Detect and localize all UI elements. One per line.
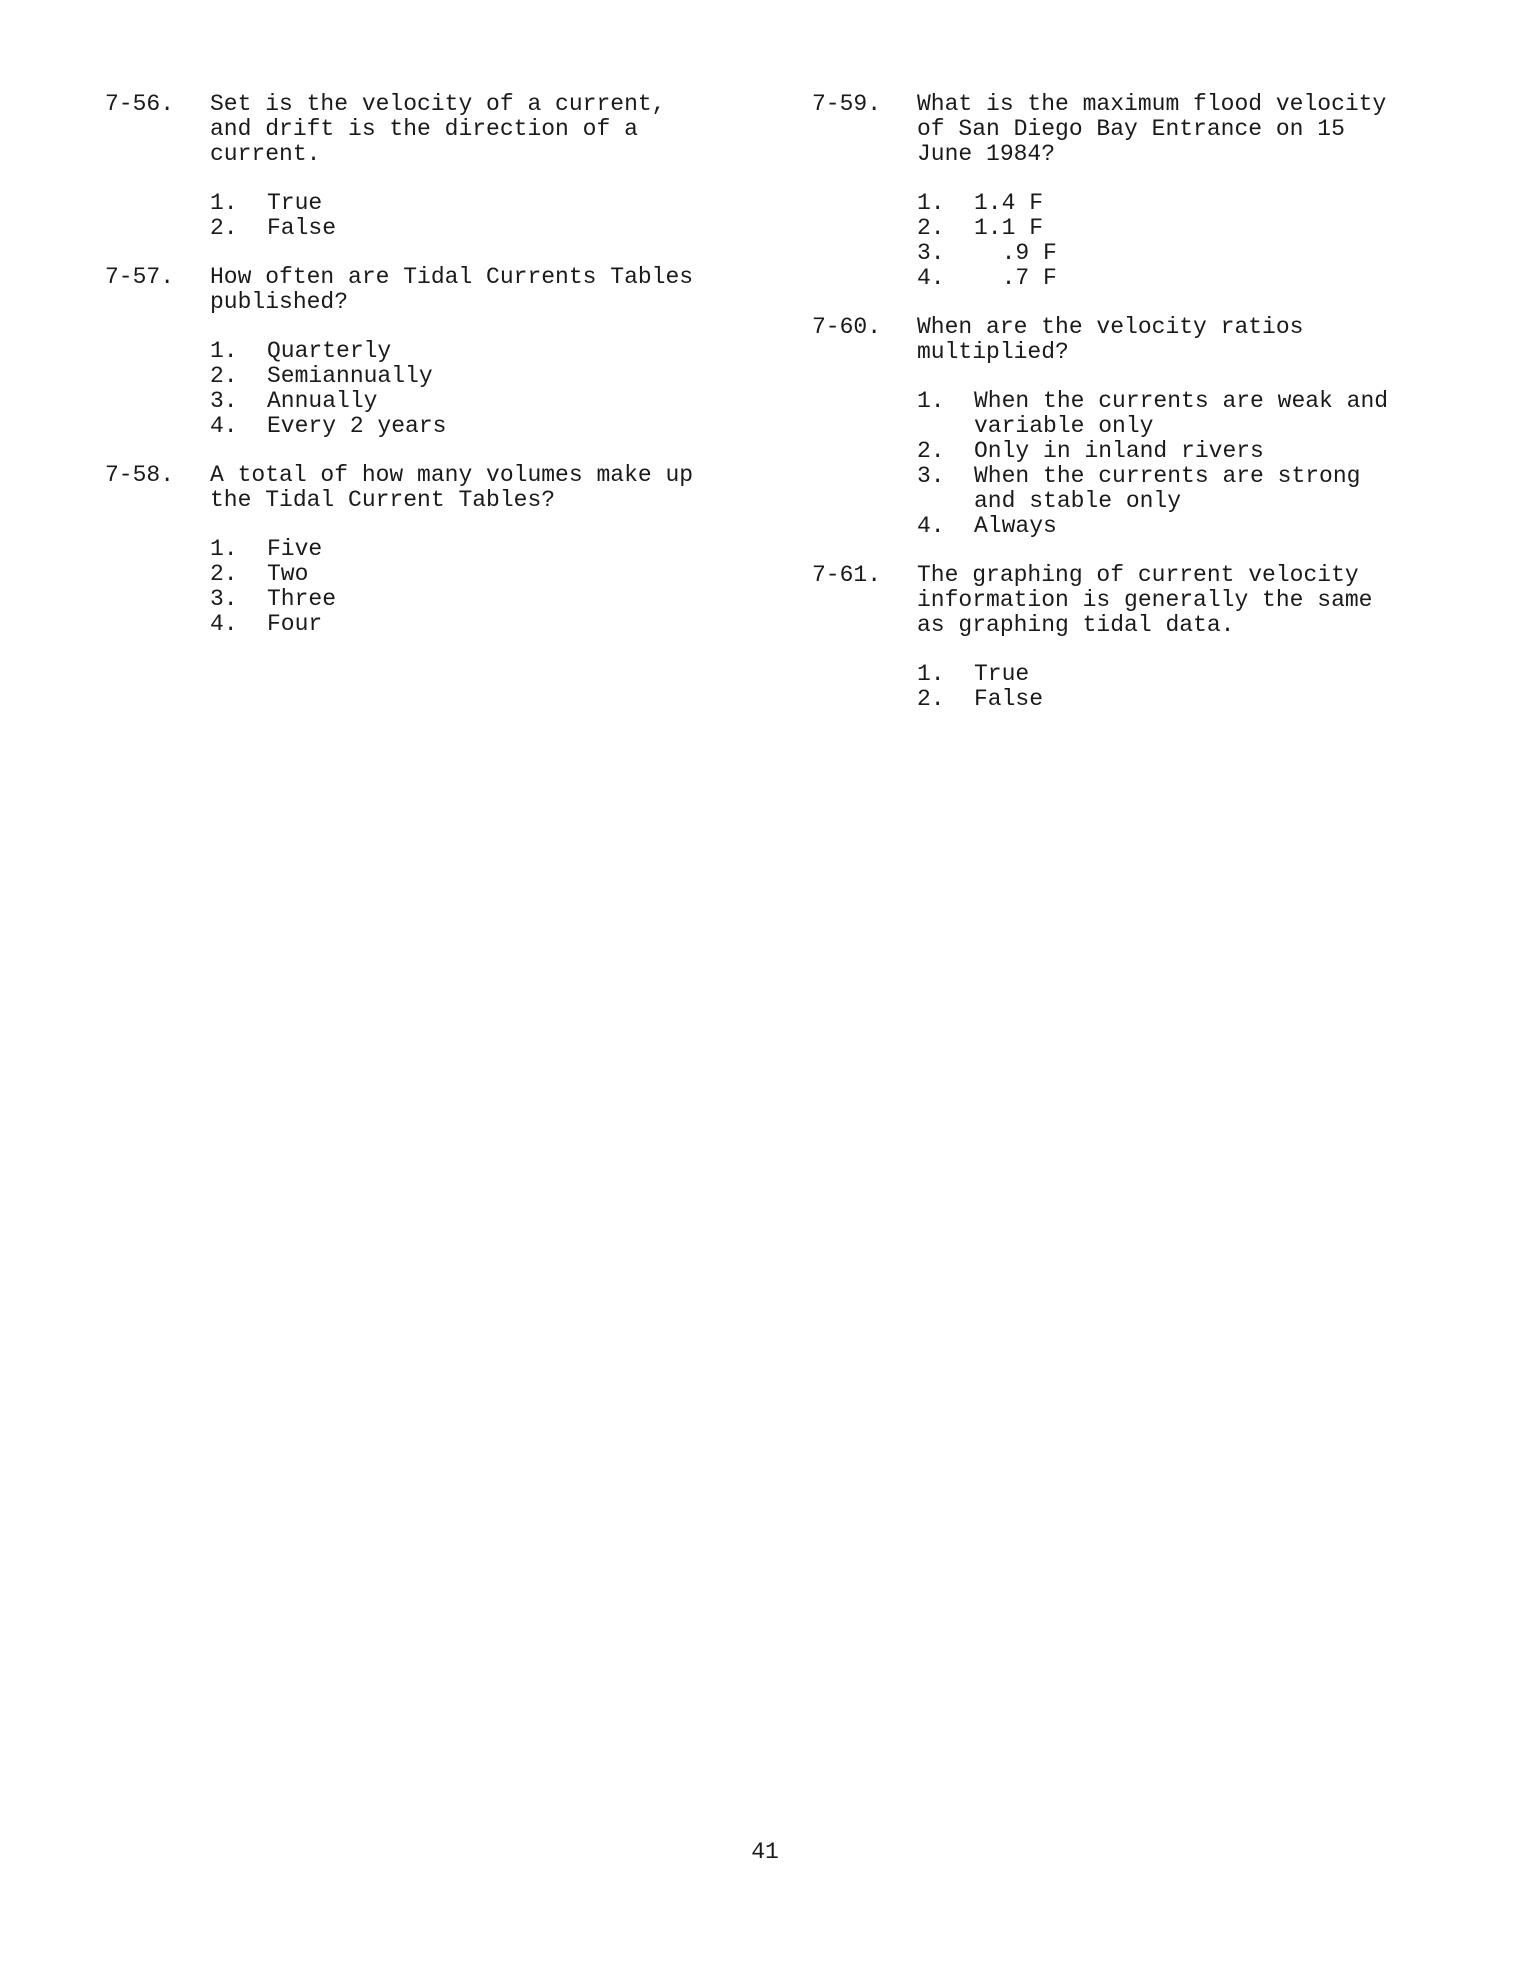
option-text: Two bbox=[267, 561, 309, 587]
answer-options bbox=[917, 191, 1452, 291]
answer-option bbox=[210, 389, 755, 414]
question-stem: What is the maximum flood velocity of San Diego Bay Entrance on 15 June 1984? bbox=[917, 91, 1387, 167]
answer-option bbox=[210, 537, 755, 562]
answer-options bbox=[210, 537, 755, 637]
answer-option bbox=[917, 464, 1452, 514]
option-text: .7 F bbox=[974, 265, 1057, 291]
page-number: 41 bbox=[751, 1839, 779, 1865]
question-stem: When are the velocity ratios multiplied? bbox=[917, 314, 1304, 365]
answer-option bbox=[917, 662, 1452, 687]
answer-option bbox=[917, 514, 1452, 539]
answer-option bbox=[917, 241, 1452, 266]
question-stem: Set is the velocity of a current, and drift is the direction of a current. bbox=[210, 91, 666, 167]
answer-options bbox=[917, 662, 1452, 712]
option-text: False bbox=[267, 215, 337, 241]
option-number: 4. bbox=[210, 413, 238, 439]
answer-option bbox=[210, 414, 755, 439]
option-number: 3. bbox=[210, 586, 238, 612]
answer-options bbox=[210, 339, 755, 439]
answer-option bbox=[210, 562, 755, 587]
question-stem: The graphing of current velocity information is generally the same as graphing tidal data. bbox=[917, 562, 1373, 638]
option-text: Four bbox=[267, 611, 323, 637]
left-column bbox=[105, 92, 755, 661]
option-text: When the currents are strong and stable only bbox=[974, 463, 1361, 514]
option-number: 1. bbox=[917, 661, 945, 687]
option-number: 2. bbox=[210, 215, 238, 241]
answer-options bbox=[917, 389, 1452, 539]
option-number: 3. bbox=[210, 388, 238, 414]
option-number: 3. bbox=[917, 463, 945, 489]
option-number: 2. bbox=[917, 215, 945, 241]
answer-option bbox=[210, 216, 755, 241]
option-number: 2. bbox=[917, 686, 945, 712]
option-text: Annually bbox=[267, 388, 378, 414]
question-7-60 bbox=[812, 315, 1452, 539]
question-7-59 bbox=[812, 92, 1452, 291]
option-text: 1.4 F bbox=[974, 190, 1044, 216]
question-7-57 bbox=[105, 265, 755, 439]
option-text: When the currents are weak and variable only bbox=[974, 388, 1389, 439]
option-text: Semiannually bbox=[267, 363, 433, 389]
question-number: 7-56. bbox=[105, 91, 175, 117]
option-text: .9 F bbox=[974, 240, 1057, 266]
question-number: 7-61. bbox=[812, 562, 882, 588]
answer-option bbox=[917, 439, 1452, 464]
answer-option bbox=[917, 216, 1452, 241]
answer-option bbox=[917, 266, 1452, 291]
option-text: Five bbox=[267, 536, 323, 562]
option-number: 4. bbox=[210, 611, 238, 637]
option-number: 1. bbox=[210, 536, 238, 562]
answer-option bbox=[210, 191, 755, 216]
option-number: 1. bbox=[210, 190, 238, 216]
option-number: 2. bbox=[917, 438, 945, 464]
option-number: 2. bbox=[210, 561, 238, 587]
question-number: 7-58. bbox=[105, 462, 175, 488]
option-text: Only in inland rivers bbox=[974, 438, 1264, 464]
option-number: 2. bbox=[210, 363, 238, 389]
answer-option bbox=[210, 612, 755, 637]
option-number: 3. bbox=[917, 240, 945, 266]
answer-option bbox=[210, 364, 755, 389]
question-number: 7-59. bbox=[812, 91, 882, 117]
option-text: Always bbox=[974, 513, 1057, 539]
answer-option bbox=[917, 389, 1452, 439]
question-stem: A total of how many volumes make up the Tidal Current Tables? bbox=[210, 462, 694, 513]
option-text: False bbox=[974, 686, 1044, 712]
option-number: 4. bbox=[917, 513, 945, 539]
question-number: 7-60. bbox=[812, 314, 882, 340]
question-7-61 bbox=[812, 563, 1452, 712]
answer-option bbox=[210, 339, 755, 364]
option-text: Three bbox=[267, 586, 337, 612]
option-number: 1. bbox=[917, 388, 945, 414]
option-number: 4. bbox=[917, 265, 945, 291]
option-number: 1. bbox=[917, 190, 945, 216]
question-stem: How often are Tidal Currents Tables published? bbox=[210, 264, 694, 315]
option-number: 1. bbox=[210, 338, 238, 364]
right-column bbox=[812, 92, 1452, 736]
question-7-56 bbox=[105, 92, 755, 241]
answer-option bbox=[917, 687, 1452, 712]
option-text: Quarterly bbox=[267, 338, 392, 364]
option-text: True bbox=[974, 661, 1030, 687]
answer-option bbox=[917, 191, 1452, 216]
question-number: 7-57. bbox=[105, 264, 175, 290]
option-text: Every 2 years bbox=[267, 413, 447, 439]
answer-option bbox=[210, 587, 755, 612]
question-7-58 bbox=[105, 463, 755, 637]
answer-options bbox=[210, 191, 755, 241]
option-text: True bbox=[267, 190, 323, 216]
option-text: 1.1 F bbox=[974, 215, 1044, 241]
